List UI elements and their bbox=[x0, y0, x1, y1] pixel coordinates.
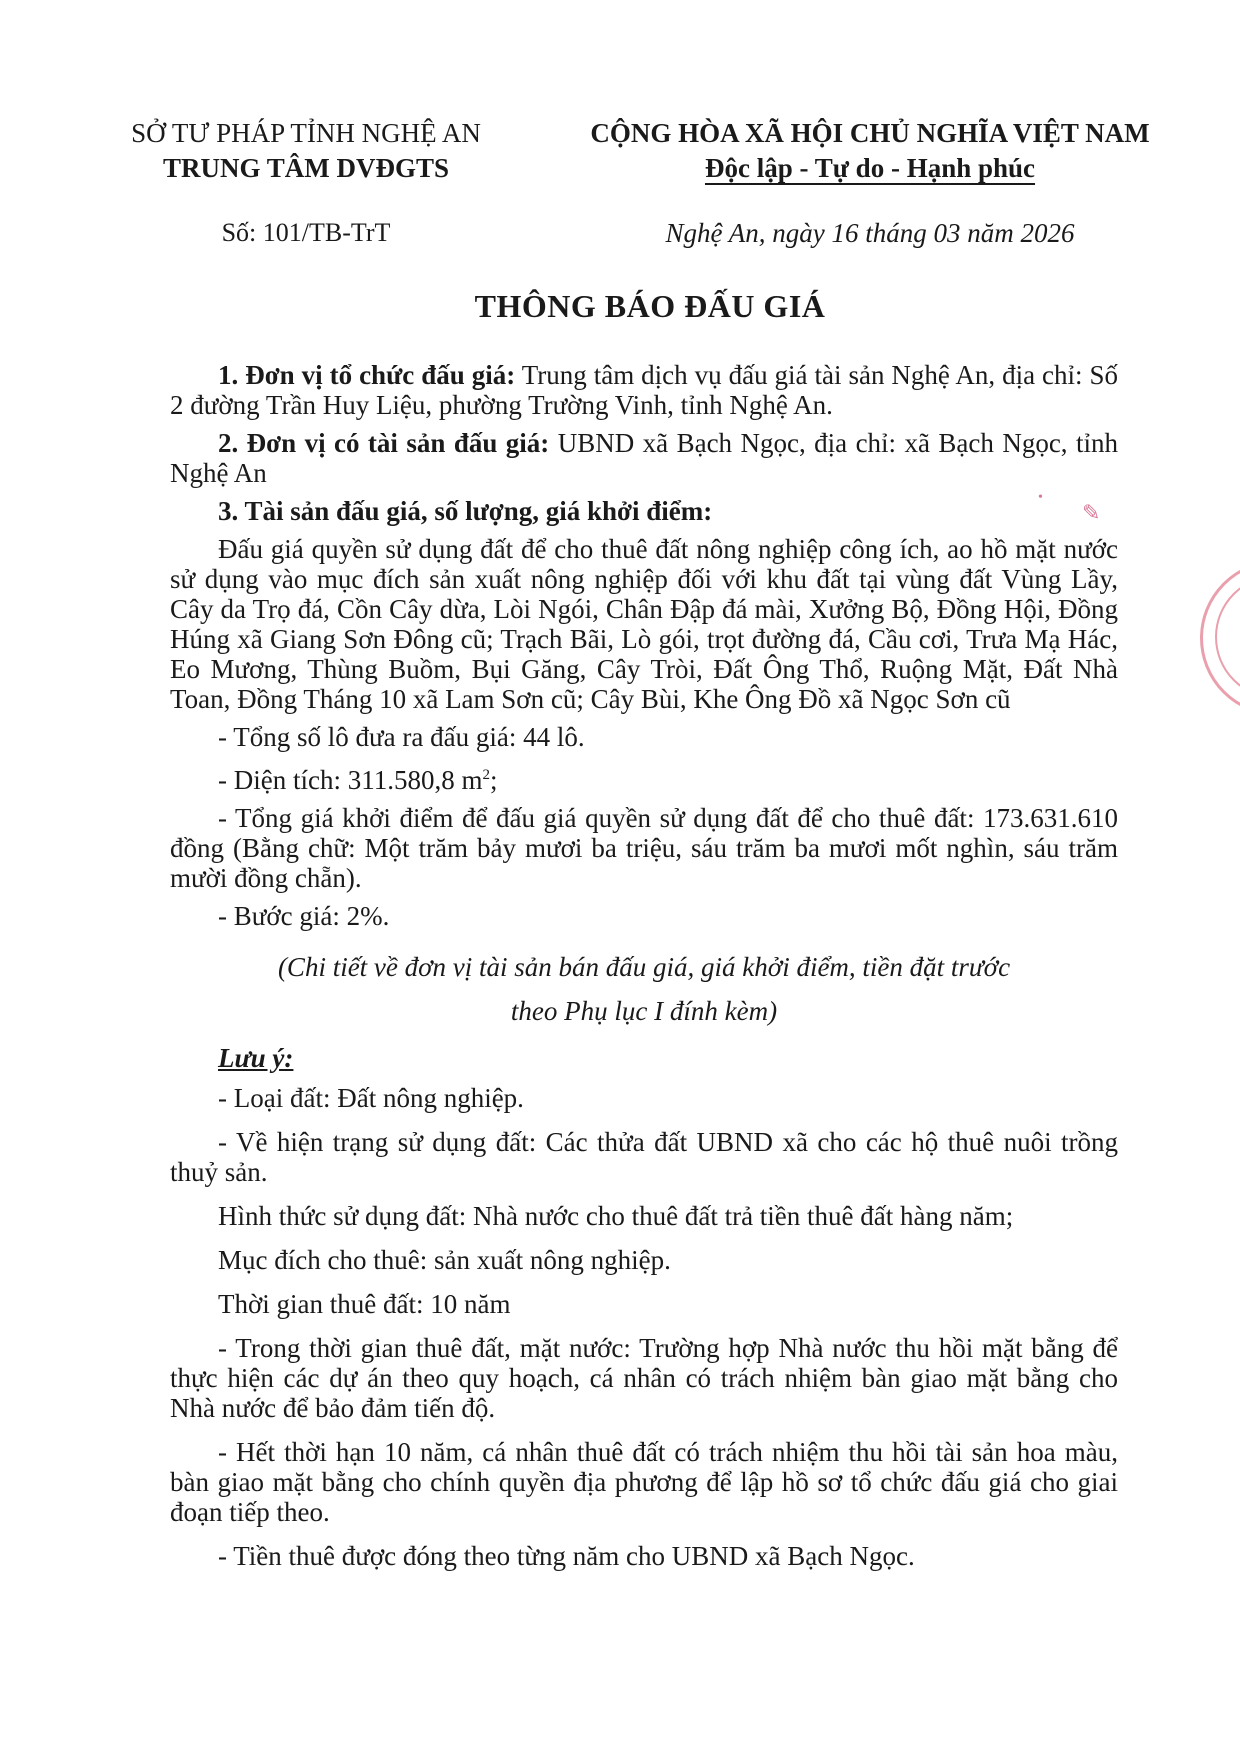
appendix-reference bbox=[170, 945, 1118, 1033]
note-land-type: - Loại đất: Đất nông nghiệp. bbox=[218, 1083, 524, 1113]
bid-step: - Bước giá: 2%. bbox=[218, 901, 390, 931]
agency-name: TRUNG TÂM DVĐGTS bbox=[162, 153, 450, 183]
area-suffix: ; bbox=[489, 765, 498, 795]
document-body bbox=[170, 360, 1118, 1585]
note-recovery: - Trong thời gian thuê đất, mặt nước: Trường hợp Nhà nước thu hồi mặt bằng để thực hiện các dự án theo quy hoạch, cá nhân có trách nhiệm bàn giao mặt bằng cho Nhà nước để bảo đảm tiến độ. bbox=[170, 1333, 1118, 1423]
document-number: Số: 101/TB-TrT bbox=[221, 218, 391, 247]
total-starting-price: - Tổng giá khởi điểm để đấu giá quyền sử dụng đất để cho thuê đất: 173.631.610 đồng (Bằng chữ: Một trăm bảy mươi ba triệu, sáu trăm ba mươi mốt nghìn, sáu trăm mười đồng chẵn). bbox=[170, 803, 1118, 893]
note-term: Thời gian thuê đất: 10 năm bbox=[218, 1289, 511, 1319]
note-current-use: - Về hiện trạng sử dụng đất: Các thửa đất UBND xã cho các hộ thuê nuôi trồng thuỷ sản. bbox=[170, 1127, 1118, 1187]
section-assets-heading: 3. Tài sản đấu giá, số lượng, giá khởi điểm: bbox=[218, 496, 713, 526]
issuing-agency bbox=[96, 116, 516, 186]
agency-parent: SỞ TƯ PHÁP TỈNH NGHỆ AN bbox=[131, 118, 481, 148]
section-label: 2. Đơn vị có tài sản đấu giá: bbox=[218, 428, 550, 458]
page-title: THÔNG BÁO ĐẤU GIÁ bbox=[474, 288, 826, 324]
official-stamp-partial bbox=[1200, 560, 1240, 716]
lot-count: - Tổng số lô đưa ra đấu giá: 44 lô. bbox=[218, 722, 585, 752]
section-label: 1. Đơn vị tổ chức đấu giá: bbox=[218, 360, 516, 390]
nation-motto: Độc lập - Tự do - Hạnh phúc bbox=[704, 153, 1036, 183]
section-text: Trung tâm dịch vụ đấu giá tài sản Nghệ An, địa chỉ: Số 2 đường Trần Huy Liệu, phường Trường Vinh, tỉnh Nghệ An. bbox=[170, 360, 1119, 420]
note-payment: - Tiền thuê được đóng theo từng năm cho UBND xã Bạch Ngọc. bbox=[218, 1541, 915, 1571]
asset-description: Đấu giá quyền sử dụng đất để cho thuê đất nông nghiệp công ích, ao hồ mặt nước sử dụng vào mục đích sản xuất nông nghiệp đối với khu đất tại vùng đất Vùng Lầy, Cây da Trọ đá, Cồn Cây dừa, Lòi Ngói, Chân Đập đá mài, Xưởng Bộ, Đồng Hội, Đồng Húng xã Giang Sơn Đông cũ; Trạch Bãi, Lò gói, trọt đường đá, Cầu cơi, Trưa Mạ Hác, Eo Mương, Thùng Buồm, Bụi Găng, Cây Tròi, Đất Ông Thổ, Ruộng Mặt, Đất Nhà Toan, Đồng Tháng 10 xã Lam Sơn cũ; Cây Bùi, Khe Ông Đồ xã Ngọc Sơn cũ bbox=[170, 534, 1118, 714]
note-use-form: Hình thức sử dụng đất: Nhà nước cho thuê đất trả tiền thuê đất hàng năm; bbox=[218, 1201, 1014, 1231]
area bbox=[170, 760, 1118, 795]
nation-name: CỘNG HÒA XÃ HỘI CHỦ NGHĨA VIỆT NAM bbox=[590, 118, 1150, 148]
document-date: Nghệ An, ngày 16 tháng 03 năm 2026 bbox=[665, 218, 1075, 248]
appendix-line-1: (Chi tiết về đơn vị tài sản bán đấu giá, giá khởi điểm, tiền đặt trước bbox=[277, 952, 1011, 982]
national-header bbox=[560, 116, 1180, 186]
note-expiry: - Hết thời hạn 10 năm, cá nhân thuê đất có trách nhiệm thu hồi tài sản hoa màu, bàn giao mặt bằng cho chính quyền địa phương để lập hồ sơ tổ chức đấu giá cho giai đoạn tiếp theo. bbox=[170, 1437, 1118, 1527]
ink-mark: ✎ bbox=[1082, 500, 1101, 525]
section-text: UBND xã Bạch Ngọc, địa chỉ: xã Bạch Ngọc, tỉnh Nghệ An bbox=[170, 428, 1118, 488]
section-organizer bbox=[170, 360, 1118, 420]
notes-heading: Lưu ý: bbox=[218, 1043, 294, 1073]
stamp-inner-ring bbox=[1215, 575, 1240, 699]
ink-dot: • bbox=[1038, 490, 1043, 505]
area-unit-exponent: 2 bbox=[482, 767, 490, 783]
note-purpose: Mục đích cho thuê: sản xuất nông nghiệp. bbox=[218, 1245, 671, 1275]
area-value: - Diện tích: 311.580,8 m bbox=[218, 765, 483, 795]
appendix-line-2: theo Phụ lục I đính kèm) bbox=[510, 996, 778, 1026]
section-owner bbox=[170, 428, 1118, 488]
